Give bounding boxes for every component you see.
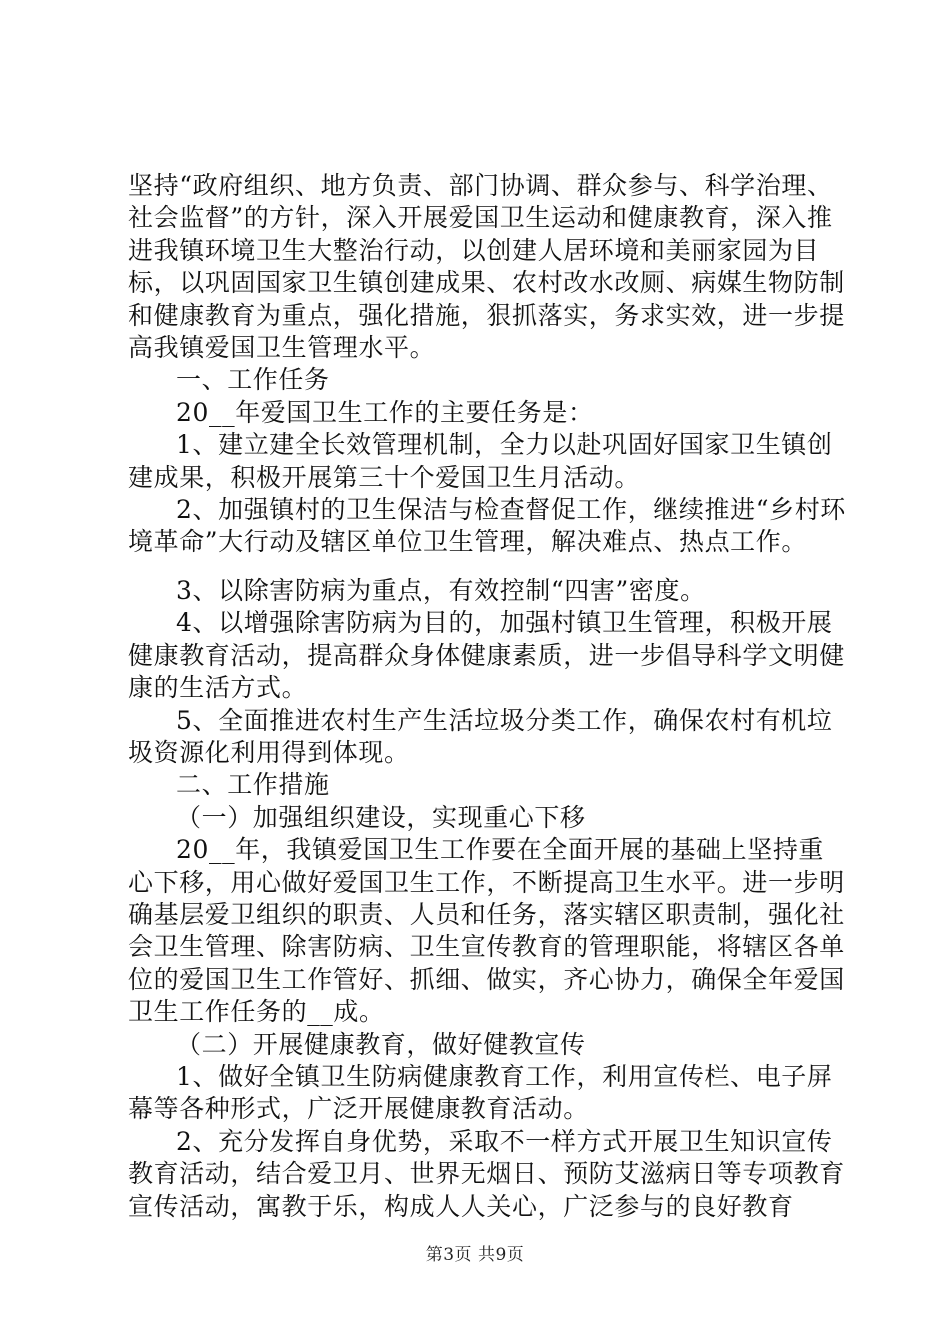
paragraph-main-tasks: 20__年爱国卫生工作的主要任务是： xyxy=(176,397,594,427)
task-item-5: 5、全面推进农村生产生活垃圾分类工作，确保农村有机垃圾资源化利用得到体现。 xyxy=(128,705,833,767)
task-item-2: 2、加强镇村的卫生保洁与检查督促工作，继续推进“乡村环境革命”大行动及辖区单位卫生管理，解决难点、热点工作。 xyxy=(128,495,846,557)
paragraph-organization: 20__年，我镇爱国卫生工作要在全面开展的基础上坚持重心下移，用心做好爱国卫生工作，不断提高卫生水平。进一步明确基层爱卫组织的职责、人员和任务，落实辖区职责制，强化社会卫生管理、除害防病、卫生宣传教育的管理职能，将辖区各单位的爱国卫生工作管好、抓细、做实，齐心协力，确保全年爱国卫生工作任务的__成。 xyxy=(128,835,845,1027)
subheading-organization: （一）加强组织建设，实现重心下移 xyxy=(176,802,586,832)
education-item-2: 2、充分发挥自身优势，采取不一样方式开展卫生知识宣传教育活动，结合爱卫月、世界无烟日、预防艾滋病日等专项教育宣传活动，寓教于乐，构成人人关心，广泛参与的良好教育 xyxy=(128,1126,845,1221)
education-item-1: 1、做好全镇卫生防病健康教育工作，利用宣传栏、电子屏幕等各种形式，广泛开展健康教育活动。 xyxy=(128,1061,833,1124)
page-number-label: 第3页 共9页 xyxy=(425,1245,525,1265)
heading-work-measures: 二、工作措施 xyxy=(176,770,330,800)
page-footer xyxy=(0,1240,950,1265)
task-item-3: 3、以除害防病为重点，有效控制“四害”密度。 xyxy=(176,575,706,605)
task-item-4: 4、以增强除害防病为目的，加强村镇卫生管理，积极开展健康教育活动，提高群众身体健康素质，进一步倡导科学文明健康的生活方式。 xyxy=(128,608,845,703)
task-item-1: 1、建立建全长效管理机制，全力以赴巩固好国家卫生镇创建成果，积极开展第三十个爱国卫生月活动。 xyxy=(128,430,833,492)
document-body xyxy=(128,170,848,1223)
heading-work-tasks: 一、工作任务 xyxy=(176,365,330,395)
subheading-health-education: （二）开展健康教育，做好健教宣传 xyxy=(176,1029,586,1059)
paragraph-intro: 坚持“政府组织、地方负责、部门协调、群众参与、科学治理、社会监督”的方针，深入开展爱国卫生运动和健康教育，深入推进我镇环境卫生大整治行动，以创建人居环境和美丽家园为目标，以巩固国家卫生镇创建成果、农村改水改厕、病媒生物防制和健康教育为重点，强化措施，狠抓落实，务求实效，进一步提高我镇爱国卫生管理水平。 xyxy=(128,171,845,363)
